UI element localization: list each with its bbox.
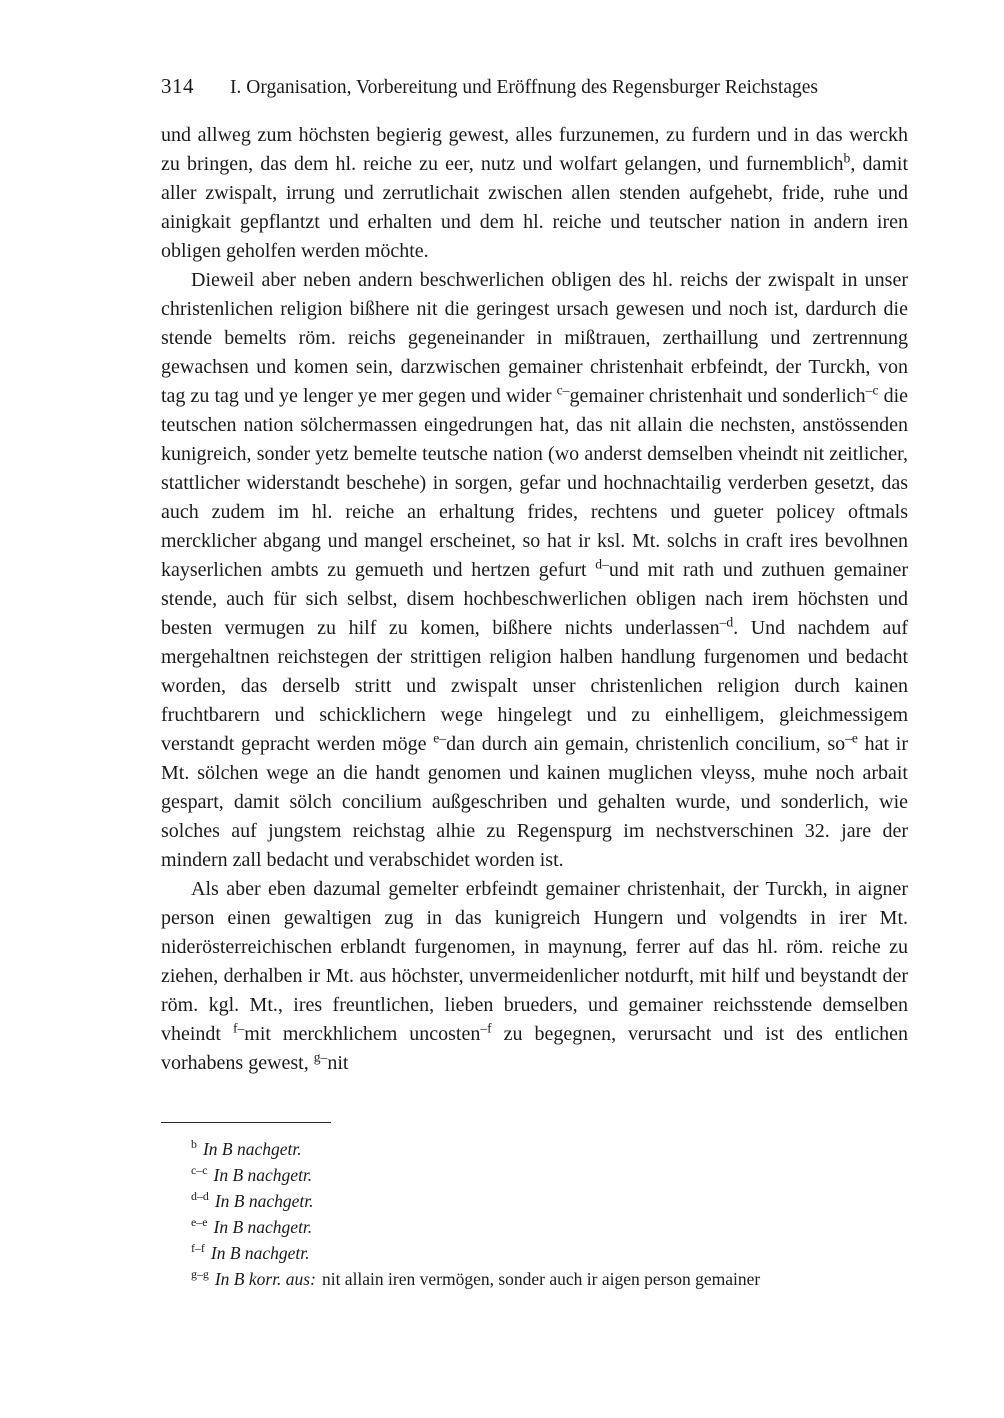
footnote-marker: b <box>191 1137 197 1152</box>
paragraph-1: und allweg zum höchsten begierig gewest, alles furzunemen, zu furdern und in das werckh zu bringen, das dem hl. reiche zu eer, nutz und wolfart gelangen, und furnemblich$^b$, damit aller zwispalt, irrung und zerrutlichait zwischen allen stenden aufgehebt, fride, ruhe und ainigkait gepflantzt und erhalten und dem hl. reiche und teutscher nation in andern iren obligen geholfen werden möchte. <box>161 124 909 262</box>
footnote-f <box>161 1240 908 1266</box>
footnote-text-italic: In B nachgetr. <box>202 1139 302 1159</box>
footnote-g <box>161 1266 908 1292</box>
footnote-e <box>161 1214 908 1240</box>
footnotes-section <box>161 1122 908 1292</box>
paragraph-2: Dieweil aber neben andern beschwerlichen obligen des hl. reichs der zwispalt in unser christenlichen religion bißhere nit die geringest ursach gewesen und noch ist, dardurch die stende bemelts röm. reichs gegeneinander in mißtrauen, zerthaillung und zertrennung gewachsen und komen sein, darzwischen gemainer christenhait erbfeindt, der Turckh, von tag zu tag und ye lenger ye mer gegen und wider $^{c-}$gemainer christenhait und sonderlich$^{-c}$ die teutschen nation sölchermassen eingedrungen hat, das nit allain die nechsten, anstössenden kunigreich, sonder yetz bemelte teutsche nation (wo anderst demselben vheindt nit zeitlicher, stattlicher widerstandt beschehe) in sorgen, gefar und hochnachtailig verderben gesetzt, das auch zudem im hl. reiche an erhaltung frides, rechtens und gueter policey oftmals mercklicher abgang und mangel erscheinet, so hat ir ksl. Mt. solchs in craft ires bevolhnen kayserlichen ambts zu gemueth und hertzen gefurt $^{d-}$und mit rath und zuthuen gemainer stende, auch für sich selbst, disem hochbeschwerlichen obligen nach irem höchsten und besten vermugen zu hilf zu komen, bißhere nichts underlassen$^{-d}$. Und nachdem auf mergehaltnen reichstegen der strittigen religion halben handlung furgenomen und bedacht worden, das derselb stritt und zwispalt unser christenlichen religion durch kainen fruchtbarern und schicklichern wege hingelegt und zu einhelligem, gleichmessigem verstandt gepracht werden möge $^{e-}$dan durch ain gemain, christenlich concilium, $so^{-e}$ hat ir Mt. sölchen wege an die handt genomen und kainen muglichen vleyss, muhe noch arbait gespart, damit sölch concilium außgeschriben und gehalten wurde, und sonderlich, wie solches auf jungstem reichstag alhie zu Regenspurg im nechstverschinen 32. jare der mindern zall bedacht und verabschidet worden ist. <box>161 269 909 871</box>
footnote-marker: e–e <box>191 1215 208 1230</box>
footnote-text-roman: nit allain iren vermögen, sonder auch ir aigen person gemainer <box>321 1269 761 1289</box>
footnote-text-italic: In B nachgetr. <box>213 1217 313 1237</box>
footnote-marker: g–g <box>191 1267 209 1282</box>
footnote-marker: c–c <box>191 1163 208 1178</box>
footnote-d <box>161 1188 908 1214</box>
running-title: I. Organisation, Vorbereitung und Eröffnung des Regensburger Reichstages <box>230 77 818 98</box>
footnote-divider <box>161 1122 331 1123</box>
page-number: 314 <box>161 74 194 98</box>
footnote-marker: d–d <box>191 1189 209 1204</box>
footnote-c <box>161 1162 908 1188</box>
footnote-b <box>161 1136 908 1162</box>
footnote-text-italic: In B korr. aus: <box>214 1269 316 1289</box>
footnote-text-italic: In B nachgetr. <box>213 1165 313 1185</box>
paragraph-3: Als aber eben dazumal gemelter erbfeindt gemainer christenhait, der Turckh, in aigner person einen gewaltigen zug in das kunigreich Hungern und volgendts in irer Mt. niderösterreichischen erblandt furgenomen, in maynung, ferrer auf das hl. röm. reiche zu ziehen, derhalben ir Mt. aus höchster, unvermeidenlicher notdurft, mit hilf und beystandt der röm. kgl. Mt., ires freuntlichen, lieben brueders, und gemainer reichsstende demselben vheindt $^{f-}$mit merckhlichem uncosten$^{-f}$ zu begegnen, verursacht und ist des entlichen vorhabens gewest, $^{g-}$nit <box>161 878 908 1074</box>
footnote-marker: f–f <box>191 1241 205 1256</box>
footnote-text-italic: In B nachgetr. <box>214 1191 314 1211</box>
running-header <box>161 74 908 99</box>
footnote-text-italic: In B nachgetr. <box>210 1243 310 1263</box>
main-text-block <box>161 121 908 1078</box>
